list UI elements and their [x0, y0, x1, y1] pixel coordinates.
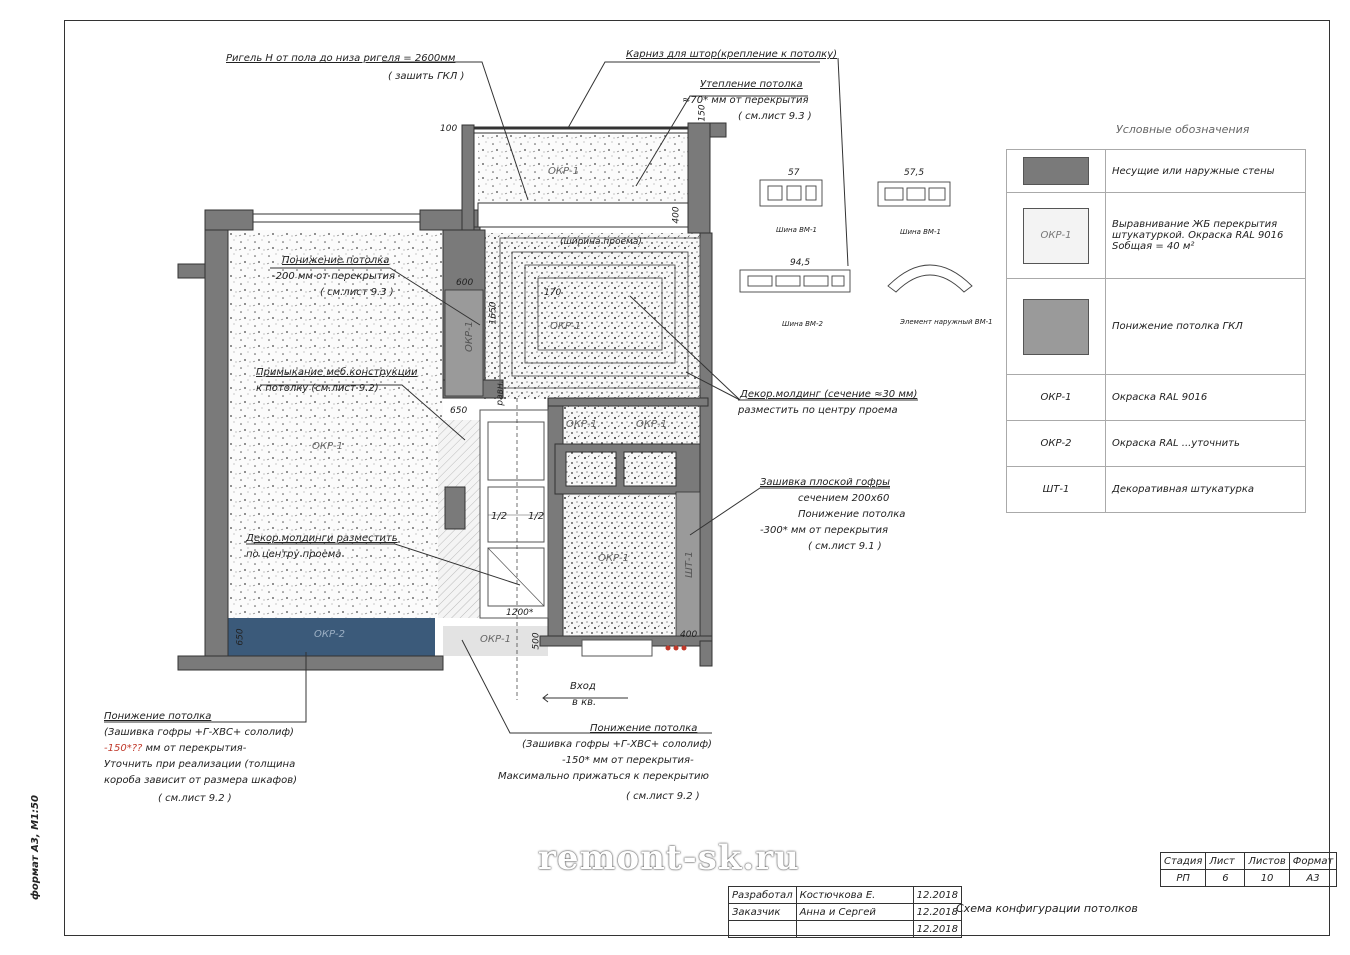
karniz-label: Карниз для штор(крепление к потолку) — [626, 49, 838, 60]
tb-sheets-header: Листов — [1245, 853, 1289, 870]
legend-row — [1007, 421, 1306, 467]
legend-title: Условные обозначения — [1116, 123, 1250, 136]
uteplenie-ref: ( см.лист 9.3 ) — [738, 111, 812, 122]
tb-dev-role: Разработал — [729, 887, 797, 904]
primyk-label: Примыкание меб.конструкции — [256, 367, 418, 378]
profile1-width: 57 — [788, 168, 800, 178]
dekor1-place: разместить по центру проема — [738, 405, 898, 416]
dim-650-bottom: 650 — [235, 628, 246, 646]
room-okr1-main: ОКР-1 — [312, 441, 343, 452]
center-room-fill — [484, 233, 710, 399]
zashivka-ponizh: Понижение потолка — [798, 509, 906, 520]
zashivka-section: сечением 200х60 — [798, 493, 890, 504]
ponizh1-ref: ( см.лист 9.3 ) — [320, 287, 394, 298]
ponizh3-label: Понижение потолка — [590, 723, 698, 734]
entrance-sub: в кв. — [572, 697, 597, 708]
primyk-ref: к потолку (см.лист 9.2) — [256, 383, 379, 394]
legend-swatch-okr1: ОКР-1 — [1023, 208, 1089, 264]
ponizh1-depth: -200 мм от перекрытия — [272, 271, 396, 282]
tb-stage-header: Стадия — [1161, 853, 1206, 870]
tb-sheet: 6 — [1206, 870, 1245, 887]
dim-1650: 1650 — [488, 301, 499, 325]
tb-date2: 12.2018 — [913, 904, 961, 921]
dim-500: 500 — [531, 632, 542, 650]
rigel-label: Ригель H от пола до низа ригеля = 2600мм — [226, 53, 456, 64]
room-okr1-small-a: ОКР-1 — [566, 419, 597, 430]
dekor2-label: Декор.молдинги разместить — [246, 533, 398, 544]
uteplenie-label: Утепление потолка — [700, 79, 803, 90]
legend-code: ОКР-2 — [1007, 421, 1106, 467]
dekor1-label: Декор.молдинг (сечение ≈30 мм) — [740, 389, 918, 400]
tb-format-header: Формат — [1289, 853, 1337, 870]
dim-170: 170 — [544, 288, 562, 298]
legend-text: Декоративная штукатурка — [1106, 467, 1306, 513]
ponizh2-ref: ( см.лист 9.2 ) — [158, 793, 232, 804]
ponizh3-note: Максимально прижаться к перекрытию — [498, 771, 709, 782]
half-a: 1/2 — [491, 511, 508, 522]
ponizh2-note2: короба зависит от размера шкафов) — [104, 775, 297, 786]
zashivka-depth: -300* мм от перекрытия — [760, 525, 889, 536]
title-block-people — [728, 886, 962, 938]
dekor2-place: по центру проема — [246, 549, 342, 560]
entrance-label: Вход — [570, 681, 596, 692]
ponizh2-note: Уточнить при реализации (толщина — [104, 759, 296, 770]
opening-width-label: (ширина проема) — [560, 237, 642, 247]
legend-text: Понижение потолка ГКЛ — [1106, 279, 1306, 375]
dim-1200: 1200* — [506, 608, 534, 618]
dim-400-top: 400 — [671, 206, 682, 224]
tb-cust-name: Анна и Сергей — [796, 904, 913, 921]
ponizh3-depth: -150* мм от перекрытия- — [562, 755, 694, 766]
ponizh3-ref: ( см.лист 9.2 ) — [626, 791, 700, 802]
ponizh2-depth-value: -150*?? — [104, 743, 146, 754]
legend-row — [1007, 279, 1306, 375]
ponizh2-label: Понижение потолка — [104, 711, 212, 722]
room-okr1-small-b: ОКР-1 — [636, 419, 667, 430]
drawing-title: Схема конфигурации потолков — [956, 902, 1138, 915]
zashivka-ref: ( см.лист 9.1 ) — [808, 541, 882, 552]
ponizh2-depth-text: мм от перекрытия- — [145, 743, 247, 754]
legend-code: ШТ-1 — [1007, 467, 1106, 513]
legend-swatch-gkl — [1023, 299, 1089, 355]
dim-650-left: 650 — [450, 406, 468, 416]
legend-table — [1006, 149, 1306, 513]
room-okr1-balcony: ОКР-1 — [548, 166, 579, 177]
legend-text: Несущие или наружные стены — [1106, 150, 1306, 193]
profile3-width: 94,5 — [790, 258, 811, 268]
legend-swatch-walls — [1023, 157, 1089, 185]
dim-600: 600 — [456, 278, 474, 288]
uteplenie-depth: ≈70* мм от перекрытия — [682, 95, 809, 106]
tb-format: А3 — [1289, 870, 1337, 887]
profile4-name: Элемент наружный ВМ-1 — [900, 318, 993, 326]
profile1-name: Шина ВМ-1 — [776, 226, 817, 234]
dim-ravn: равн. — [495, 380, 506, 406]
room-okr2: ОКР-2 — [314, 629, 345, 640]
profile2-width: 57,5 — [904, 168, 925, 178]
legend-text: Выравнивание ЖБ перекрытия штукатуркой. Окраска RAL 9016 Sобщая = 40 м² — [1106, 193, 1306, 279]
room-okr1-entry: ОКР-1 — [480, 634, 511, 645]
tb-dev-name: Костючкова Е. — [796, 887, 913, 904]
tb-date1: 12.2018 — [913, 887, 961, 904]
profile2-name: Шина ВМ-1 — [900, 228, 941, 236]
zashivka-label: Зашивка плоской гофры — [760, 477, 890, 488]
room-okr1-bath: ОКР-1 — [598, 553, 629, 564]
room-okr1-right-wall: ОКР-1 — [463, 321, 475, 352]
half-b: 1/2 — [528, 511, 545, 522]
rigel-sub-label: ( зашить ГКЛ ) — [388, 71, 465, 82]
ponizh3-zashivka: (Зашивка гофры +Г-ХВС+ сололиф) — [522, 739, 712, 750]
tb-sheet-header: Лист — [1206, 853, 1245, 870]
profile-sections — [740, 180, 972, 292]
legend-code: ОКР-1 — [1007, 375, 1106, 421]
dim-400-bottom: 400 — [680, 630, 698, 640]
tb-date3: 12.2018 — [913, 921, 961, 938]
profile3-name: Шина ВМ-2 — [782, 320, 823, 328]
sheet-format-label: формат А3, М1:50 — [30, 795, 41, 900]
room-sht1: ШТ-1 — [683, 551, 695, 578]
tb-stage: РП — [1161, 870, 1206, 887]
dim-150: 150 — [697, 104, 708, 122]
ponizh2-zashivka: (Зашивка гофры +Г-ХВС+ сололиф) — [104, 727, 294, 738]
legend-text: Окраска RAL ...уточнить — [1106, 421, 1306, 467]
room-okr1-hall: ОКР-1 — [550, 321, 581, 332]
tb-cust-role: Заказчик — [729, 904, 797, 921]
watermark: remont-sk.ru — [538, 838, 800, 878]
legend-text: Окраска RAL 9016 — [1106, 375, 1306, 421]
legend-row — [1007, 375, 1306, 421]
tb-sheets: 10 — [1245, 870, 1289, 887]
legend-row — [1007, 193, 1306, 279]
ponizh2-depth — [104, 742, 246, 755]
ponizh1-label: Понижение потолка — [282, 255, 390, 266]
legend-row — [1007, 467, 1306, 513]
dim-100: 100 — [440, 124, 458, 134]
title-block-stage — [1160, 852, 1337, 887]
legend-row — [1007, 150, 1306, 193]
